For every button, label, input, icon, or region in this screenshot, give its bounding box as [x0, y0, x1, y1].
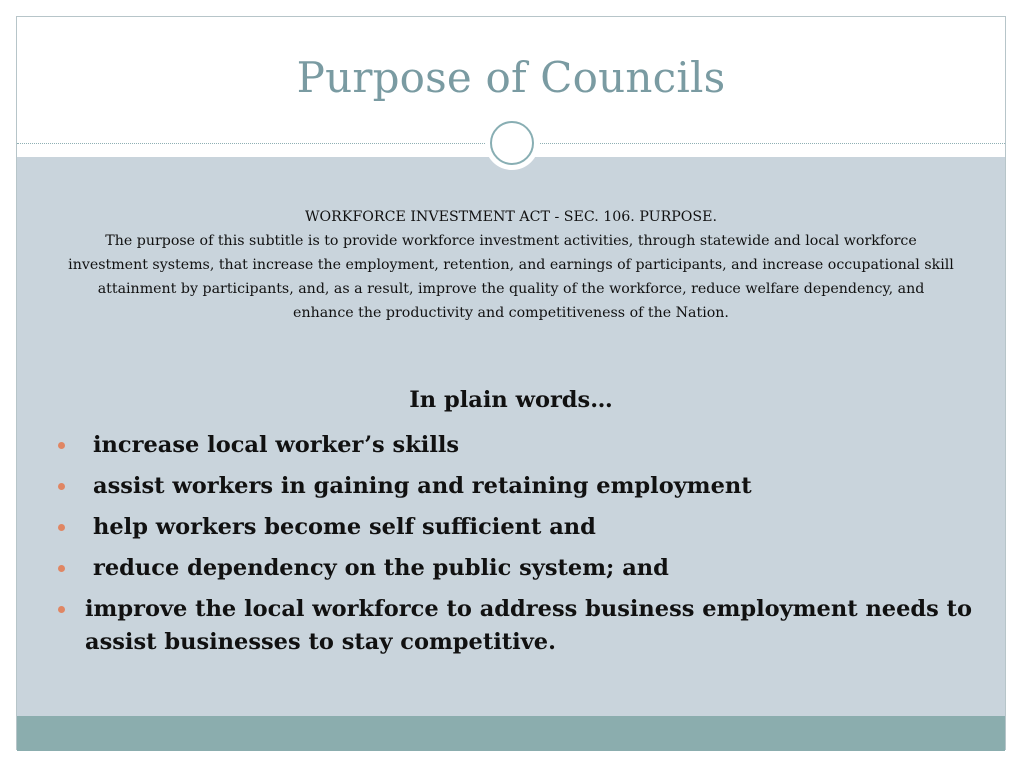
- bullet-icon: [58, 606, 65, 613]
- bullet-text: help workers become self sufficient and: [93, 514, 596, 540]
- act-body: The purpose of this subtitle is to provide workforce investment activities, through statewide and local workforce investment systems, that increase the employment, retention, and earnings of participants, and increase occupational skill attainment by participants, and, as a result, improve the quality of the workforce, reduce welfare dependency, and enhance the productivity and competitiveness of the Nation.: [68, 233, 954, 321]
- bullet-icon: [58, 483, 65, 490]
- bullet-text: reduce dependency on the public system; and: [93, 555, 669, 581]
- bullet-list: [53, 429, 993, 668]
- act-heading: WORKFORCE INVESTMENT ACT - SEC. 106. PURPOSE.: [304, 209, 718, 225]
- bullet-text: increase local worker’s skills: [93, 432, 460, 458]
- bullet-text: assist workers in gaining and retaining employment: [93, 473, 752, 499]
- slide: [16, 16, 1006, 750]
- list-item: [53, 552, 993, 584]
- list-item: [53, 429, 993, 461]
- list-item: [53, 511, 993, 543]
- plain-words-heading: In plain words…: [409, 387, 613, 413]
- act-text-block: [67, 205, 955, 325]
- bullet-icon: [58, 565, 65, 572]
- bullet-text: improve the local workforce to address business employment needs to assist businesses to stay competitive.: [85, 596, 973, 655]
- ring-ornament-icon: [485, 116, 539, 170]
- footer-bar: [17, 716, 1005, 751]
- list-item: [53, 470, 993, 502]
- list-item: [53, 593, 993, 659]
- slide-title: Purpose of Councils: [296, 53, 726, 102]
- ring-inner: [490, 121, 534, 165]
- bullet-icon: [58, 524, 65, 531]
- bullet-icon: [58, 442, 65, 449]
